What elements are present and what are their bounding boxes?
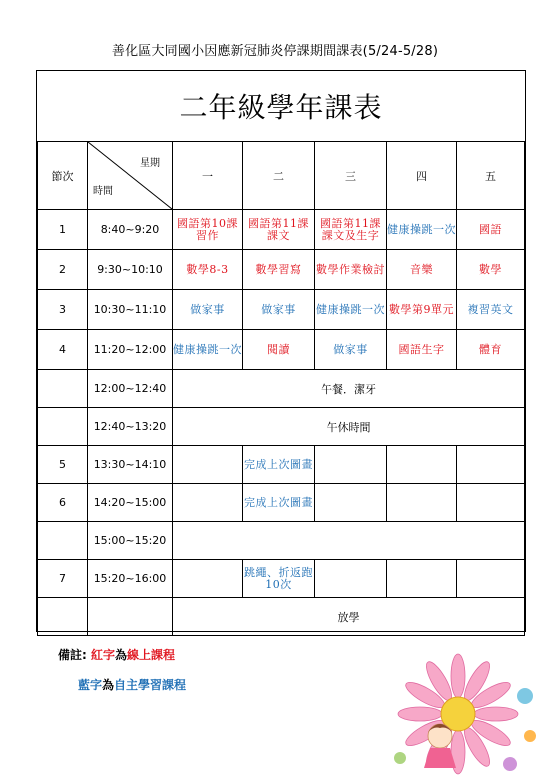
lesson-cell-wed: 數學作業檢討 [315,250,387,290]
nap-row [38,408,525,446]
legend-self-study [78,676,186,693]
header-day-thu: 四 [387,142,457,210]
period-cell: 7 [38,560,88,598]
lesson-cell-wed: 國語第11課課文及生字 [315,210,387,250]
time-cell: 11:20~12:00 [88,330,173,370]
lesson-cell-thu [387,446,457,484]
lesson-cell-fri [457,446,525,484]
period-cell: 1 [38,210,88,250]
legend-label: 備註: [58,648,87,662]
legend-mid: 為 [115,648,128,662]
lesson-cell-wed [315,560,387,598]
lesson-cell-fri [457,484,525,522]
legend-blue-word: 藍字 [78,678,103,692]
period-cell: 5 [38,446,88,484]
flower-girl-illustration [380,636,550,778]
lesson-cell-wed [315,484,387,522]
lesson-cell-tue: 閱讀 [243,330,315,370]
time-cell: 14:20~15:00 [88,484,173,522]
schedule-title: 二年級學年課表 [179,91,383,124]
schedule-row [38,484,525,522]
lesson-cell-mon [173,446,243,484]
header-day-wed: 三 [315,142,387,210]
time-cell: 9:30~10:10 [88,250,173,290]
lesson-cell-mon [173,560,243,598]
header-weekday: 星期 [140,158,160,169]
time-cell: 12:00~12:40 [88,370,173,408]
lesson-cell-thu [387,484,457,522]
schedule-row [38,522,525,560]
schedule-row [38,250,525,290]
header-time: 時間 [93,186,113,197]
diagonal-line [88,142,172,209]
period-cell [38,522,88,560]
lunch-cell: 午餐．潔牙 [173,370,525,408]
lesson-cell-wed [315,446,387,484]
time-cell: 13:30~14:10 [88,446,173,484]
schedule-row [38,560,525,598]
nap-cell: 午休時間 [173,408,525,446]
header-day-mon: 一 [173,142,243,210]
lesson-cell-mon: 健康操跳一次 [173,330,243,370]
time-cell: 12:40~13:20 [88,408,173,446]
time-cell: 15:00~15:20 [88,522,173,560]
lesson-cell-tue: 完成上次圖畫 [243,446,315,484]
lesson-cell-thu [387,560,457,598]
break-cell [173,522,525,560]
schedule-row [38,330,525,370]
period-cell [38,370,88,408]
lesson-cell-tue: 數學習寫 [243,250,315,290]
dismissal-row [38,598,525,636]
lesson-cell-mon: 國語第10課習作 [173,210,243,250]
period-cell: 2 [38,250,88,290]
time-cell: 10:30~11:10 [88,290,173,330]
header-diagonal-cell [88,142,173,210]
lesson-cell-wed: 做家事 [315,330,387,370]
legend-self-text: 自主學習課程 [114,678,187,692]
lesson-cell-tue: 做家事 [243,290,315,330]
lesson-cell-tue: 國語第11課課文 [243,210,315,250]
schedule-row [38,446,525,484]
document-title: 善化區大同國小因應新冠肺炎停課期間課表(5/24-5/28) [111,44,439,59]
lesson-cell-tue: 跳繩、折返跑10次 [243,560,315,598]
lesson-cell-fri: 體育 [457,330,525,370]
lesson-cell-mon: 做家事 [173,290,243,330]
time-cell [88,598,173,636]
header-day-fri: 五 [457,142,525,210]
period-cell: 6 [38,484,88,522]
lesson-cell-mon [173,484,243,522]
period-cell: 3 [38,290,88,330]
lesson-cell-fri: 複習英文 [457,290,525,330]
period-cell [38,408,88,446]
lesson-cell-fri [457,560,525,598]
header-period: 節次 [38,142,88,210]
lunch-row [38,370,525,408]
schedule-frame [36,70,526,632]
lesson-cell-thu: 健康操跳一次 [387,210,457,250]
legend-red-word: 紅字 [91,648,116,662]
lesson-cell-mon: 數學8-3 [173,250,243,290]
flower-icon [398,654,518,774]
lesson-cell-fri: 國語 [457,210,525,250]
lesson-cell-thu: 國語生字 [387,330,457,370]
lesson-cell-fri: 數學 [457,250,525,290]
lesson-cell-thu: 數學第9單元 [387,290,457,330]
legend-mid-2: 為 [102,678,115,692]
legend-online-text: 線上課程 [127,648,176,662]
schedule-row [38,210,525,250]
schedule-table [37,141,525,636]
time-cell: 15:20~16:00 [88,560,173,598]
header-day-tue: 二 [243,142,315,210]
time-cell: 8:40~9:20 [88,210,173,250]
dismissal-cell: 放學 [173,598,525,636]
lesson-cell-tue: 完成上次圖畫 [243,484,315,522]
period-cell [38,598,88,636]
schedule-row [38,290,525,330]
period-cell: 4 [38,330,88,370]
legend-online [58,646,175,663]
lesson-cell-thu: 音樂 [387,250,457,290]
lesson-cell-wed: 健康操跳一次 [315,290,387,330]
